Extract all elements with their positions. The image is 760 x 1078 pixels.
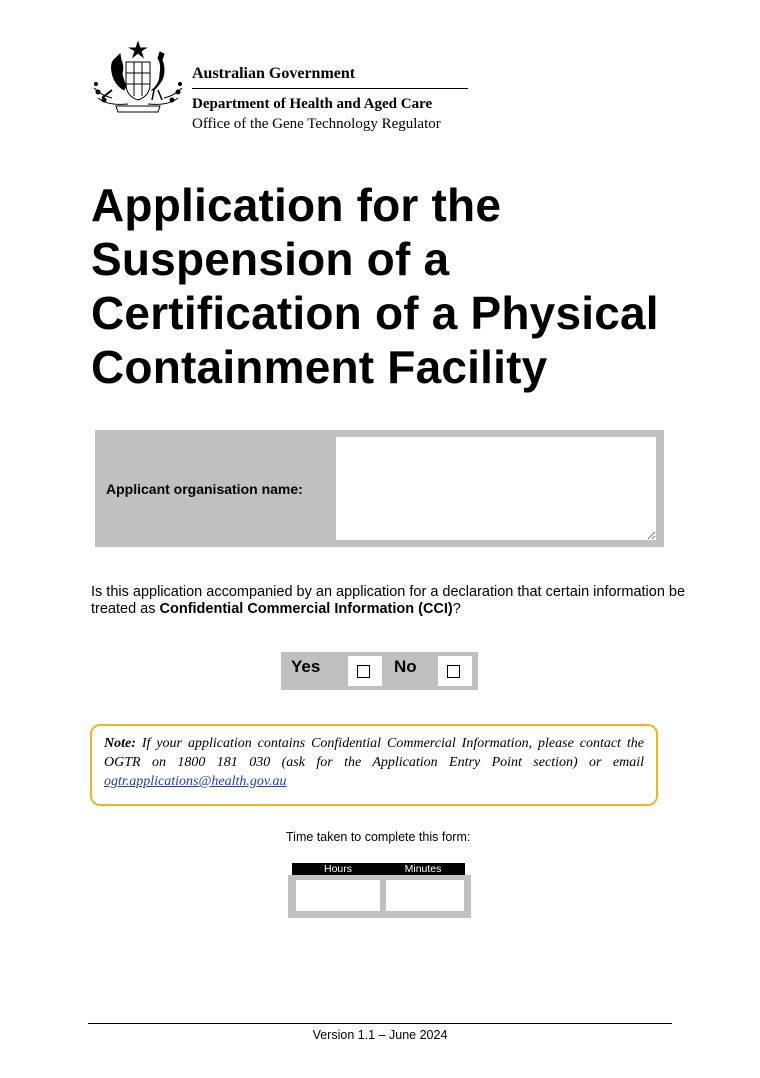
page-title: [91, 178, 691, 394]
version-info: Version 1.1 – June 2024: [312, 1028, 448, 1042]
government-branding: [192, 64, 468, 133]
cci-question-end: ?: [452, 601, 461, 617]
cci-question: [91, 584, 691, 618]
minutes-field[interactable]: [386, 880, 464, 911]
no-cell: [438, 656, 472, 686]
department-name: Department of Health and Aged Care: [192, 96, 433, 112]
title-line-2: Suspension of a: [91, 233, 450, 285]
applicant-organisation-label: Applicant organisation name:: [106, 481, 303, 497]
note-heading: Note:: [104, 736, 136, 751]
cci-note: [90, 724, 658, 806]
yes-checkbox[interactable]: [357, 665, 370, 678]
coat-of-arms-logo: [88, 40, 188, 120]
hours-header: Hours: [323, 863, 352, 875]
contact-email-link[interactable]: ogtr.applications@health.gov.au: [104, 774, 287, 789]
office-name: Office of the Gene Technology Regulator: [192, 116, 441, 132]
time-taken-label: Time taken to complete this form:: [286, 830, 471, 844]
title-line-3: Certification of a Physical: [91, 287, 659, 339]
government-name: Australian Government: [192, 64, 468, 89]
minutes-header: Minutes: [404, 863, 442, 875]
cci-question-text: Is this application accompanied by an application for a declaration that certain information be treated as: [91, 584, 686, 617]
footer-divider: [88, 1023, 672, 1024]
hours-field[interactable]: [296, 880, 380, 911]
yes-cell: [348, 656, 382, 686]
title-line-4: Containment Facility: [91, 341, 548, 393]
applicant-organisation-field[interactable]: [336, 437, 656, 540]
cci-term: Confidential Commercial Information (CCI): [159, 601, 453, 617]
title-line-1: Application for the: [91, 179, 502, 231]
no-checkbox[interactable]: [447, 665, 460, 678]
no-label: No: [394, 657, 417, 676]
yes-label: Yes: [291, 657, 321, 676]
note-text: If your application contains Confidential Commercial Information, please contact the OGTR on 1800 181 030 (ask for the Application Entry Point section) or email: [104, 736, 644, 770]
